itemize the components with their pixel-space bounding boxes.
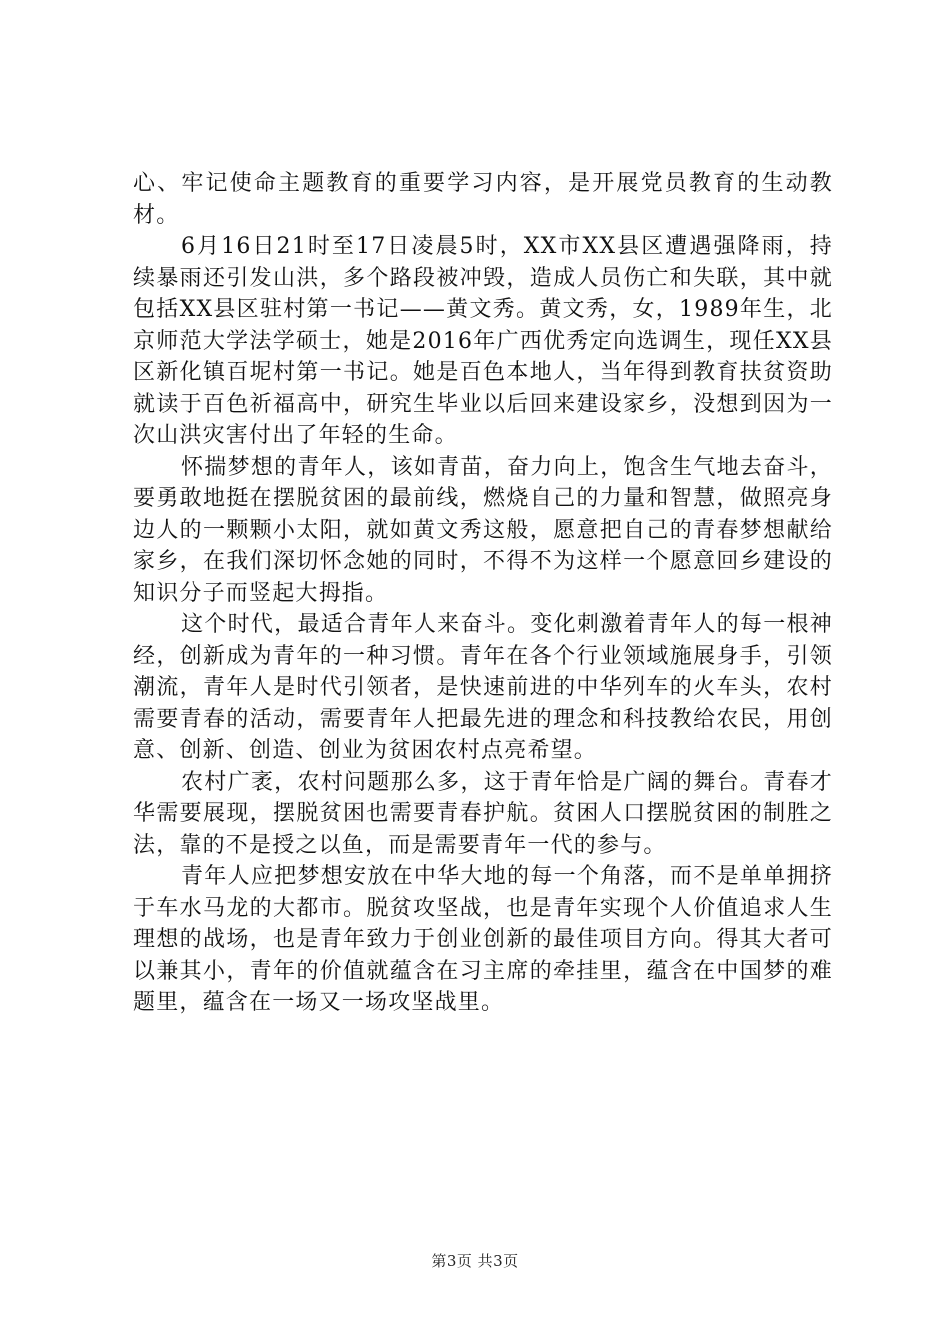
paragraph: 怀揣梦想的青年人，该如青苗，奋力向上，饱含生气地去奋斗，要勇敢地挺在摆脱贫困的最前线，燃烧自己的力量和智慧，做照亮身边人的一颗颗小太阳，就如黄文秀这般，愿意把自己的青春梦想献给家乡，在我们深切怀念她的同时，不得不为这样一个愿意回乡建设的知识分子而竖起大拇指。 [133, 454, 833, 606]
paragraph-continuation: 心、牢记使命主题教育的重要学习内容，是开展党员教育的生动教材。 [133, 171, 833, 228]
document-body [133, 168, 833, 1019]
paragraph: 这个时代，最适合青年人来奋斗。变化刺激着青年人的每一根神经，创新成为青年的一种习惯。青年在各个行业领域施展身手，引领潮流，青年人是时代引领者，是快速前进的中华列车的火车头，农村需要青春的活动，需要青年人把最先进的理念和科技教给农民，用创意、创新、创造、创业为贫困农村点亮希望。 [133, 612, 833, 763]
paragraph: 6月16日21时至17日凌晨5时，XX市XX县区遭遇强降雨，持续暴雨还引发山洪，多个路段被冲毁，造成人员伤亡和失联，其中就包括XX县区驻村第一书记——黄文秀。黄文秀，女，1989年生，北京师范大学法学硕士，她是2016年广西优秀定向选调生，现任XX县区新化镇百坭村第一书记。她是百色本地人，当年得到教育扶贫资助就读于百色祈福高中，研究生毕业以后回来建设家乡，没想到因为一次山洪灾害付出了年轻的生命。 [133, 234, 833, 448]
paragraph: 农村广袤，农村问题那么多，这于青年恰是广阔的舞台。青春才华需要展现，摆脱贫困也需要青春护航。贫困人口摆脱贫困的制胜之法，靠的不是授之以鱼，而是需要青年一代的参与。 [133, 769, 833, 858]
page-number-footer: 第3页 共3页 [431, 1252, 519, 1270]
paragraph: 青年人应把梦想安放在中华大地的每一个角落，而不是单单拥挤于车水马龙的大都市。脱贫攻坚战，也是青年实现个人价值追求人生理想的战场，也是青年致力于创业创新的最佳项目方向。得其大者可以兼其小，青年的价值就蕴含在习主席的牵挂里，蕴含在中国梦的难题里，蕴含在一场又一场攻坚战里。 [133, 864, 833, 1015]
